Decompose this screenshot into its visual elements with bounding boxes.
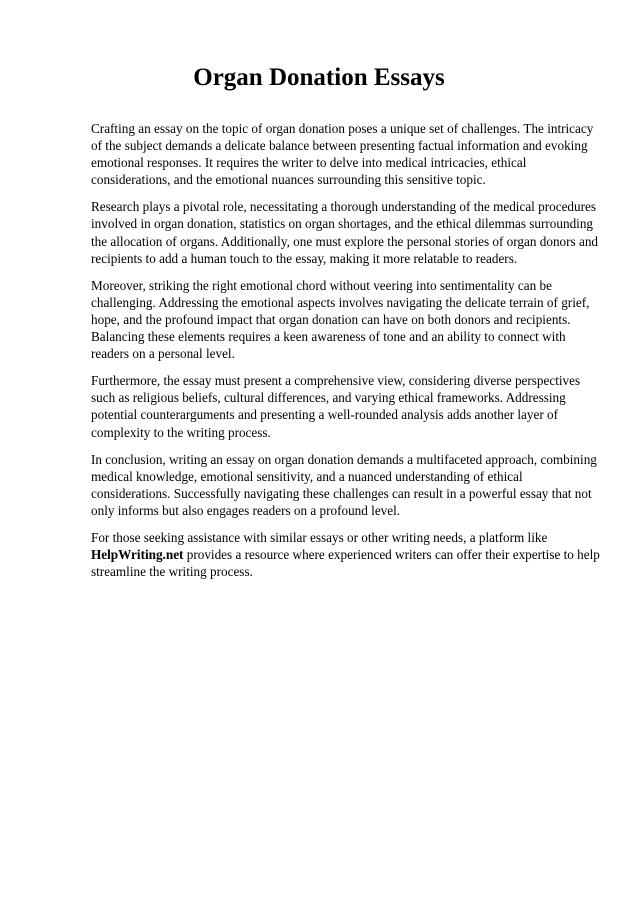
closing-text-before: For those seeking assistance with similar essays or other writing needs, a platform like xyxy=(91,529,548,545)
paragraph-intro: Crafting an essay on the topic of organ donation poses a unique set of challenges. The intricacy of the subject demands a delicate balance between presenting factual information and evoking emotional responses. It requires the writer to delve into medical intricacies, ethical considerations, and the emotional nuances surrounding this sensitive topic. xyxy=(91,121,594,188)
paragraph-closing xyxy=(91,529,601,580)
paragraph-conclusion: In conclusion, writing an essay on organ donation demands a multifaceted approach, combining medical knowledge, emotional sensitivity, and a nuanced understanding of ethical considerations. Successfully navigating these challenges can result in a powerful essay that not only informs but also engages readers on a profound level. xyxy=(91,451,597,518)
closing-text-after: provides a resource where experienced writers can offer their expertise to help streamline the writing process. xyxy=(91,547,600,580)
paragraph-perspectives: Furthermore, the essay must present a comprehensive view, considering diverse perspectives such as religious beliefs, cultural differences, and varying ethical frameworks. Addressing potential counterarguments and presenting a well-rounded analysis adds another layer of complexity to the writing process. xyxy=(91,373,581,440)
helpwriting-brand-link[interactable]: HelpWriting.net xyxy=(91,547,184,563)
document-title: Organ Donation Essays xyxy=(193,64,445,91)
paragraph-research: Research plays a pivotal role, necessitating a thorough understanding of the medical procedures involved in organ donation, statistics on organ shortages, and the ethical dilemmas surrounding the allocation of organs. Additionally, one must explore the personal stories of organ donors and recipients to add a human touch to the essay, making it more relatable to readers. xyxy=(91,199,599,266)
paragraph-emotion: Moreover, striking the right emotional chord without veering into sentimentality can be challenging. Addressing the emotional aspects involves navigating the delicate terrain of grief, hope, and the profound impact that organ donation can have on both donors and recipients. Balancing these elements requires a keen awareness of tone and an ability to connect with readers on a personal level. xyxy=(91,277,590,362)
